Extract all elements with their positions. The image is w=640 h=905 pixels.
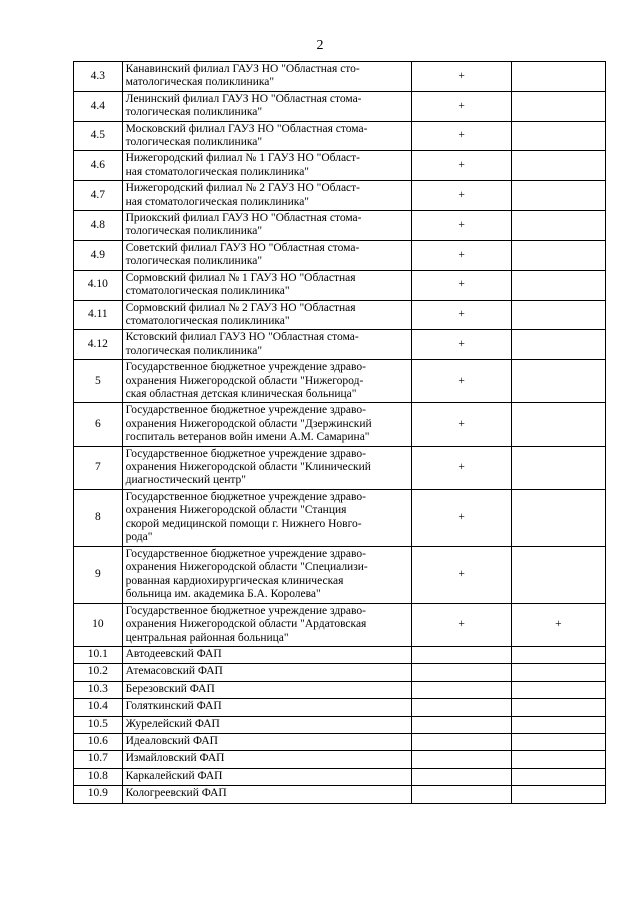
table-row — [74, 151, 606, 181]
mark-cell-col4 — [511, 768, 605, 785]
institution-name-cell: Голяткинский ФАП — [122, 699, 412, 716]
row-number-cell: 10.1 — [74, 647, 123, 664]
mark-cell-col3: + — [412, 330, 511, 360]
mark-cell-col3 — [412, 751, 511, 768]
row-number-cell: 4.12 — [74, 330, 123, 360]
mark-cell-col3 — [412, 716, 511, 733]
mark-cell-col4 — [511, 681, 605, 698]
institution-name-cell: Государственное бюджетное учреждение здраво- охранения Нижегородской области "Ардатовская центральная районная больница" — [122, 603, 412, 646]
mark-cell-col4 — [511, 360, 605, 403]
row-number-cell: 10 — [74, 603, 123, 646]
row-number-cell: 10.7 — [74, 751, 123, 768]
row-number-cell: 10.6 — [74, 734, 123, 751]
row-number-cell: 4.7 — [74, 181, 123, 211]
mark-cell-col4: + — [511, 603, 605, 646]
institution-name-cell: Сормовский филиал № 1 ГАУЗ НО "Областная стоматологическая поликлиника" — [122, 270, 412, 300]
mark-cell-col4 — [511, 151, 605, 181]
mark-cell-col3: + — [412, 270, 511, 300]
row-number-cell: 10.3 — [74, 681, 123, 698]
table-row — [74, 211, 606, 241]
table-row — [74, 768, 606, 785]
mark-cell-col4 — [511, 403, 605, 446]
row-number-cell: 4.9 — [74, 240, 123, 270]
institution-name-cell: Государственное бюджетное учреждение здраво- охранения Нижегородской области "Станция скорой медицинской помощи г. Нижнего Новго- рода" — [122, 489, 412, 546]
mark-cell-col3 — [412, 699, 511, 716]
table-row — [74, 360, 606, 403]
row-number-cell: 4.6 — [74, 151, 123, 181]
mark-cell-col3 — [412, 768, 511, 785]
table-row — [74, 330, 606, 360]
institution-name-cell: Ленинский филиал ГАУЗ НО "Областная стома- тологическая поликлиника" — [122, 91, 412, 121]
table-row — [74, 699, 606, 716]
row-number-cell: 7 — [74, 446, 123, 489]
row-number-cell: 10.2 — [74, 664, 123, 681]
mark-cell-col3: + — [412, 91, 511, 121]
page-number: 2 — [316, 38, 324, 53]
table-row — [74, 647, 606, 664]
mark-cell-col3 — [412, 734, 511, 751]
mark-cell-col4 — [511, 734, 605, 751]
institutions-table — [73, 61, 606, 804]
mark-cell-col3: + — [412, 446, 511, 489]
institution-name-cell: Государственное бюджетное учреждение здраво- охранения Нижегородской области "Клинический диагностический центр" — [122, 446, 412, 489]
mark-cell-col3: + — [412, 151, 511, 181]
mark-cell-col3: + — [412, 211, 511, 241]
institution-name-cell: Государственное бюджетное учреждение здраво- охранения Нижегородской области "Нижегород- ская областная детская клиническая больница" — [122, 360, 412, 403]
institution-name-cell: Кстовский филиал ГАУЗ НО "Областная стома- тологическая поликлиника" — [122, 330, 412, 360]
mark-cell-col4 — [511, 91, 605, 121]
row-number-cell: 10.4 — [74, 699, 123, 716]
table-row — [74, 181, 606, 211]
institution-name-cell: Нижегородский филиал № 2 ГАУЗ НО "Област- ная стоматологическая поликлиника" — [122, 181, 412, 211]
institution-name-cell: Советский филиал ГАУЗ НО "Областная стома- тологическая поликлиника" — [122, 240, 412, 270]
institution-name-cell: Журелейский ФАП — [122, 716, 412, 733]
mark-cell-col3 — [412, 647, 511, 664]
table-row — [74, 240, 606, 270]
mark-cell-col4 — [511, 716, 605, 733]
table-row — [74, 546, 606, 603]
mark-cell-col3: + — [412, 62, 511, 92]
mark-cell-col3 — [412, 681, 511, 698]
mark-cell-col3: + — [412, 300, 511, 330]
mark-cell-col3: + — [412, 121, 511, 151]
table-row — [74, 664, 606, 681]
row-number-cell: 10.8 — [74, 768, 123, 785]
institution-name-cell: Каркалейский ФАП — [122, 768, 412, 785]
row-number-cell: 4.5 — [74, 121, 123, 151]
institution-name-cell: Московский филиал ГАУЗ НО "Областная стома- тологическая поликлиника" — [122, 121, 412, 151]
institution-name-cell: Государственное бюджетное учреждение здраво- охранения Нижегородской области "Дзержинский госпиталь ветеранов войн имени А.М. Самарина" — [122, 403, 412, 446]
mark-cell-col3: + — [412, 489, 511, 546]
mark-cell-col3: + — [412, 360, 511, 403]
table-row — [74, 681, 606, 698]
institution-name-cell: Измайловский ФАП — [122, 751, 412, 768]
table-row — [74, 91, 606, 121]
mark-cell-col3: + — [412, 546, 511, 603]
institution-name-cell: Атемасовский ФАП — [122, 664, 412, 681]
row-number-cell: 4.8 — [74, 211, 123, 241]
mark-cell-col4 — [511, 489, 605, 546]
table-row — [74, 270, 606, 300]
table-row — [74, 734, 606, 751]
table-row — [74, 403, 606, 446]
row-number-cell: 8 — [74, 489, 123, 546]
mark-cell-col4 — [511, 121, 605, 151]
institution-name-cell: Березовский ФАП — [122, 681, 412, 698]
mark-cell-col4 — [511, 211, 605, 241]
row-number-cell: 6 — [74, 403, 123, 446]
institution-name-cell: Автодеевский ФАП — [122, 647, 412, 664]
institution-name-cell: Приокский филиал ГАУЗ НО "Областная стома- тологическая поликлиника" — [122, 211, 412, 241]
mark-cell-col4 — [511, 181, 605, 211]
mark-cell-col4 — [511, 546, 605, 603]
row-number-cell: 10.5 — [74, 716, 123, 733]
mark-cell-col4 — [511, 62, 605, 92]
institution-name-cell: Нижегородский филиал № 1 ГАУЗ НО "Област- ная стоматологическая поликлиника" — [122, 151, 412, 181]
row-number-cell: 4.10 — [74, 270, 123, 300]
table-row — [74, 751, 606, 768]
table-row — [74, 489, 606, 546]
table-row — [74, 446, 606, 489]
institution-name-cell: Канавинский филиал ГАУЗ НО "Областная сто- матологическая поликлиника" — [122, 62, 412, 92]
mark-cell-col3: + — [412, 181, 511, 211]
mark-cell-col4 — [511, 240, 605, 270]
row-number-cell: 4.3 — [74, 62, 123, 92]
row-number-cell: 4.11 — [74, 300, 123, 330]
mark-cell-col4 — [511, 751, 605, 768]
mark-cell-col4 — [511, 664, 605, 681]
mark-cell-col3: + — [412, 603, 511, 646]
table-row — [74, 300, 606, 330]
mark-cell-col4 — [511, 786, 605, 803]
mark-cell-col4 — [511, 647, 605, 664]
mark-cell-col4 — [511, 300, 605, 330]
mark-cell-col3: + — [412, 240, 511, 270]
row-number-cell: 4.4 — [74, 91, 123, 121]
mark-cell-col4 — [511, 446, 605, 489]
mark-cell-col3 — [412, 664, 511, 681]
table-row — [74, 716, 606, 733]
row-number-cell: 5 — [74, 360, 123, 403]
mark-cell-col3 — [412, 786, 511, 803]
row-number-cell: 10.9 — [74, 786, 123, 803]
table-row — [74, 786, 606, 803]
table-row — [74, 603, 606, 646]
institution-name-cell: Государственное бюджетное учреждение здраво- охранения Нижегородской области "Специализи- рованная кардиохирургическая клиническая больница им. академика Б.А. Королева" — [122, 546, 412, 603]
table-row — [74, 62, 606, 92]
row-number-cell: 9 — [74, 546, 123, 603]
mark-cell-col3: + — [412, 403, 511, 446]
mark-cell-col4 — [511, 699, 605, 716]
table-row — [74, 121, 606, 151]
mark-cell-col4 — [511, 270, 605, 300]
institution-name-cell: Идеаловский ФАП — [122, 734, 412, 751]
mark-cell-col4 — [511, 330, 605, 360]
table-body — [74, 62, 606, 804]
institution-name-cell: Кологреевский ФАП — [122, 786, 412, 803]
institution-name-cell: Сормовский филиал № 2 ГАУЗ НО "Областная стоматологическая поликлиника" — [122, 300, 412, 330]
